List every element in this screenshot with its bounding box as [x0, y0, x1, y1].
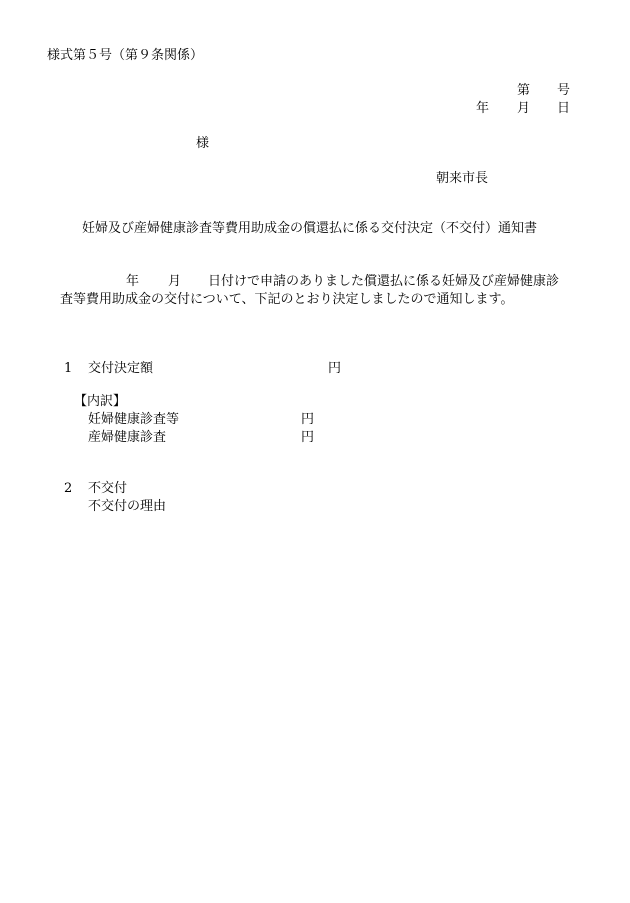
item2-number: 2 — [64, 481, 73, 496]
doc-number-dai: 第 — [517, 83, 531, 98]
item2-label: 不交付 — [88, 481, 128, 496]
body-line1: 日付けで申請のありました償還払に係る妊婦及び産婦健康診 — [208, 274, 560, 289]
issuer: 朝来市長 — [436, 171, 489, 186]
item1-label: 交付決定額 — [88, 361, 154, 376]
doc-number-go: 号 — [557, 83, 571, 98]
date-day: 日 — [557, 101, 571, 116]
item1-unit: 円 — [328, 361, 342, 376]
form-id: 様式第５号（第９条関係） — [47, 48, 204, 63]
breakdown-unit-postnatal: 円 — [301, 430, 315, 445]
body-year: 年 — [126, 274, 140, 289]
breakdown-label-prenatal: 妊婦健康診査等 — [88, 412, 180, 427]
date-month: 月 — [517, 101, 531, 116]
breakdown-label-postnatal: 産婦健康診査 — [88, 430, 167, 445]
document-title: 妊婦及び産婦健康診査等費用助成金の償還払に係る交付決定（不交付）通知書 — [82, 221, 538, 236]
addressee-suffix: 様 — [196, 136, 210, 151]
item2-reason-label: 不交付の理由 — [88, 499, 167, 514]
body-month: 月 — [168, 274, 182, 289]
breakdown-heading: 【内訳】 — [74, 394, 127, 409]
breakdown-unit-prenatal: 円 — [301, 412, 315, 427]
item1-number: 1 — [64, 361, 73, 376]
date-year: 年 — [476, 101, 490, 116]
body-line2: 査等費用助成金の交付について、下記のとおり決定しましたので通知します。 — [60, 292, 514, 307]
